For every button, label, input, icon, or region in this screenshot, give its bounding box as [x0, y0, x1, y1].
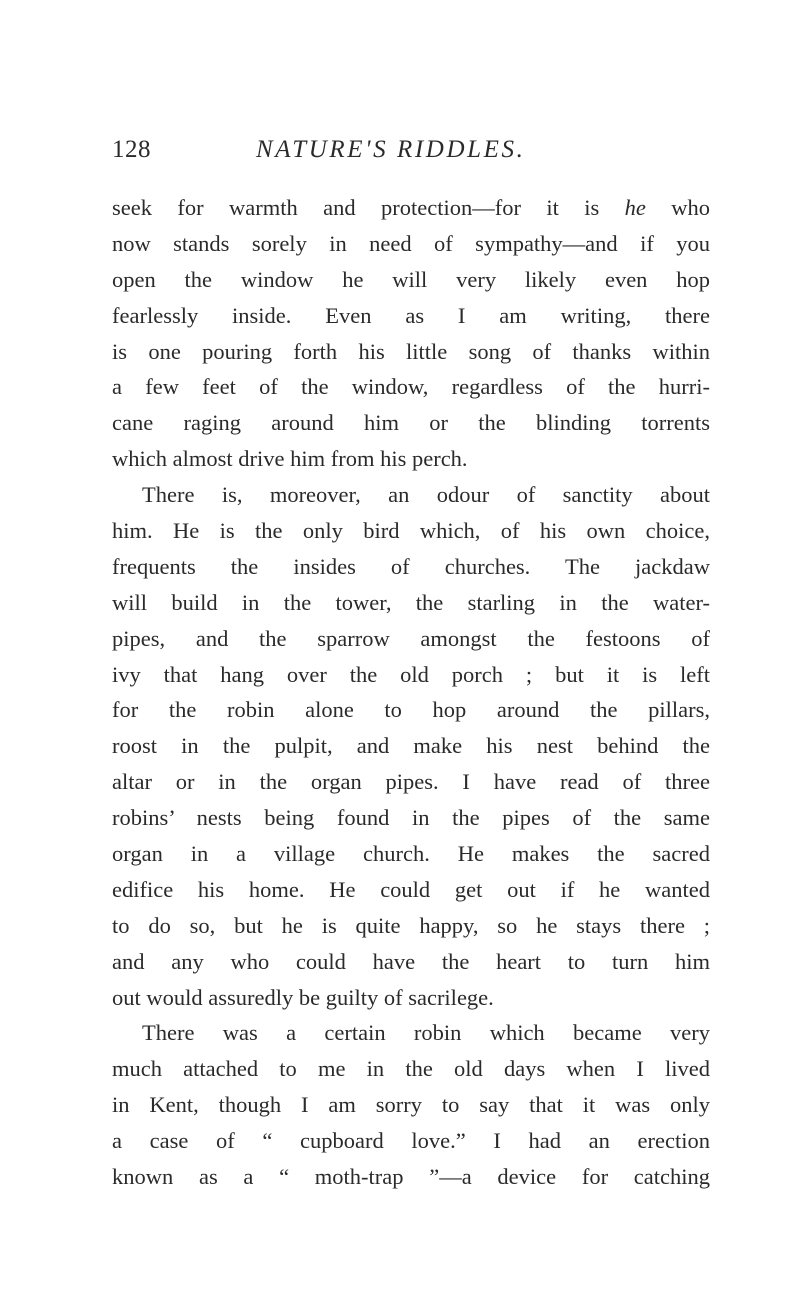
text-line: him. He is the only bird which, of his own choice,: [112, 518, 710, 544]
text-line: and any who could have the heart to turn him: [112, 948, 710, 974]
text-line: pipes, and the sparrow amongst the festoons of: [112, 625, 710, 651]
text-run: who: [645, 195, 710, 220]
text-line: now stands sorely in need of sympathy—and if you: [112, 230, 710, 256]
text-line: a few feet of the window, regardless of the hurri-: [112, 374, 710, 400]
text-line: in Kent, though I am sorry to say that it was only: [112, 1092, 710, 1118]
text-line: There was a certain robin which became very: [142, 1020, 710, 1046]
text-run: seek for warmth and protection—for it is: [112, 195, 625, 220]
text-line: robins’ nests being found in the pipes of the same: [112, 805, 710, 831]
text-line: which almost drive him from his perch.: [112, 446, 468, 472]
text-line: roost in the pulpit, and make his nest behind the: [112, 733, 710, 759]
emphasis: he: [624, 195, 646, 220]
text-line: open the window he will very likely even hop: [112, 266, 710, 292]
text-line: for the robin alone to hop around the pillars,: [112, 697, 710, 723]
text-line: There is, moreover, an odour of sanctity about: [142, 482, 710, 508]
text-line: is one pouring forth his little song of thanks within: [112, 338, 710, 364]
text-line: to do so, but he is quite happy, so he stays there ;: [112, 912, 710, 938]
text-line: altar or in the organ pipes. I have read of three: [112, 769, 710, 795]
text-line: organ in a village church. He makes the sacred: [112, 841, 710, 867]
page-number: 128: [112, 136, 151, 163]
text-line: edifice his home. He could get out if he wanted: [112, 876, 710, 902]
text-line: ivy that hang over the old porch ; but it is left: [112, 661, 710, 687]
text-line: [112, 190, 710, 226]
text-line: much attached to me in the old days when I lived: [112, 1056, 710, 1082]
body-text: [112, 190, 710, 1195]
running-head: [0, 136, 800, 176]
text-line: fearlessly inside. Even as I am writing, there: [112, 302, 710, 328]
text-line: known as a “ moth-trap ”—a device for catching: [112, 1164, 710, 1190]
text-line: cane raging around him or the blinding torrents: [112, 410, 710, 436]
text-line: frequents the insides of churches. The jackdaw: [112, 553, 710, 579]
text-line: will build in the tower, the starling in the water-: [112, 589, 710, 615]
text-line: out would assuredly be guilty of sacrilege.: [112, 984, 494, 1010]
text-line: a case of “ cupboard love.” I had an erection: [112, 1128, 710, 1154]
running-title: NATURE'S RIDDLES.: [256, 136, 526, 163]
